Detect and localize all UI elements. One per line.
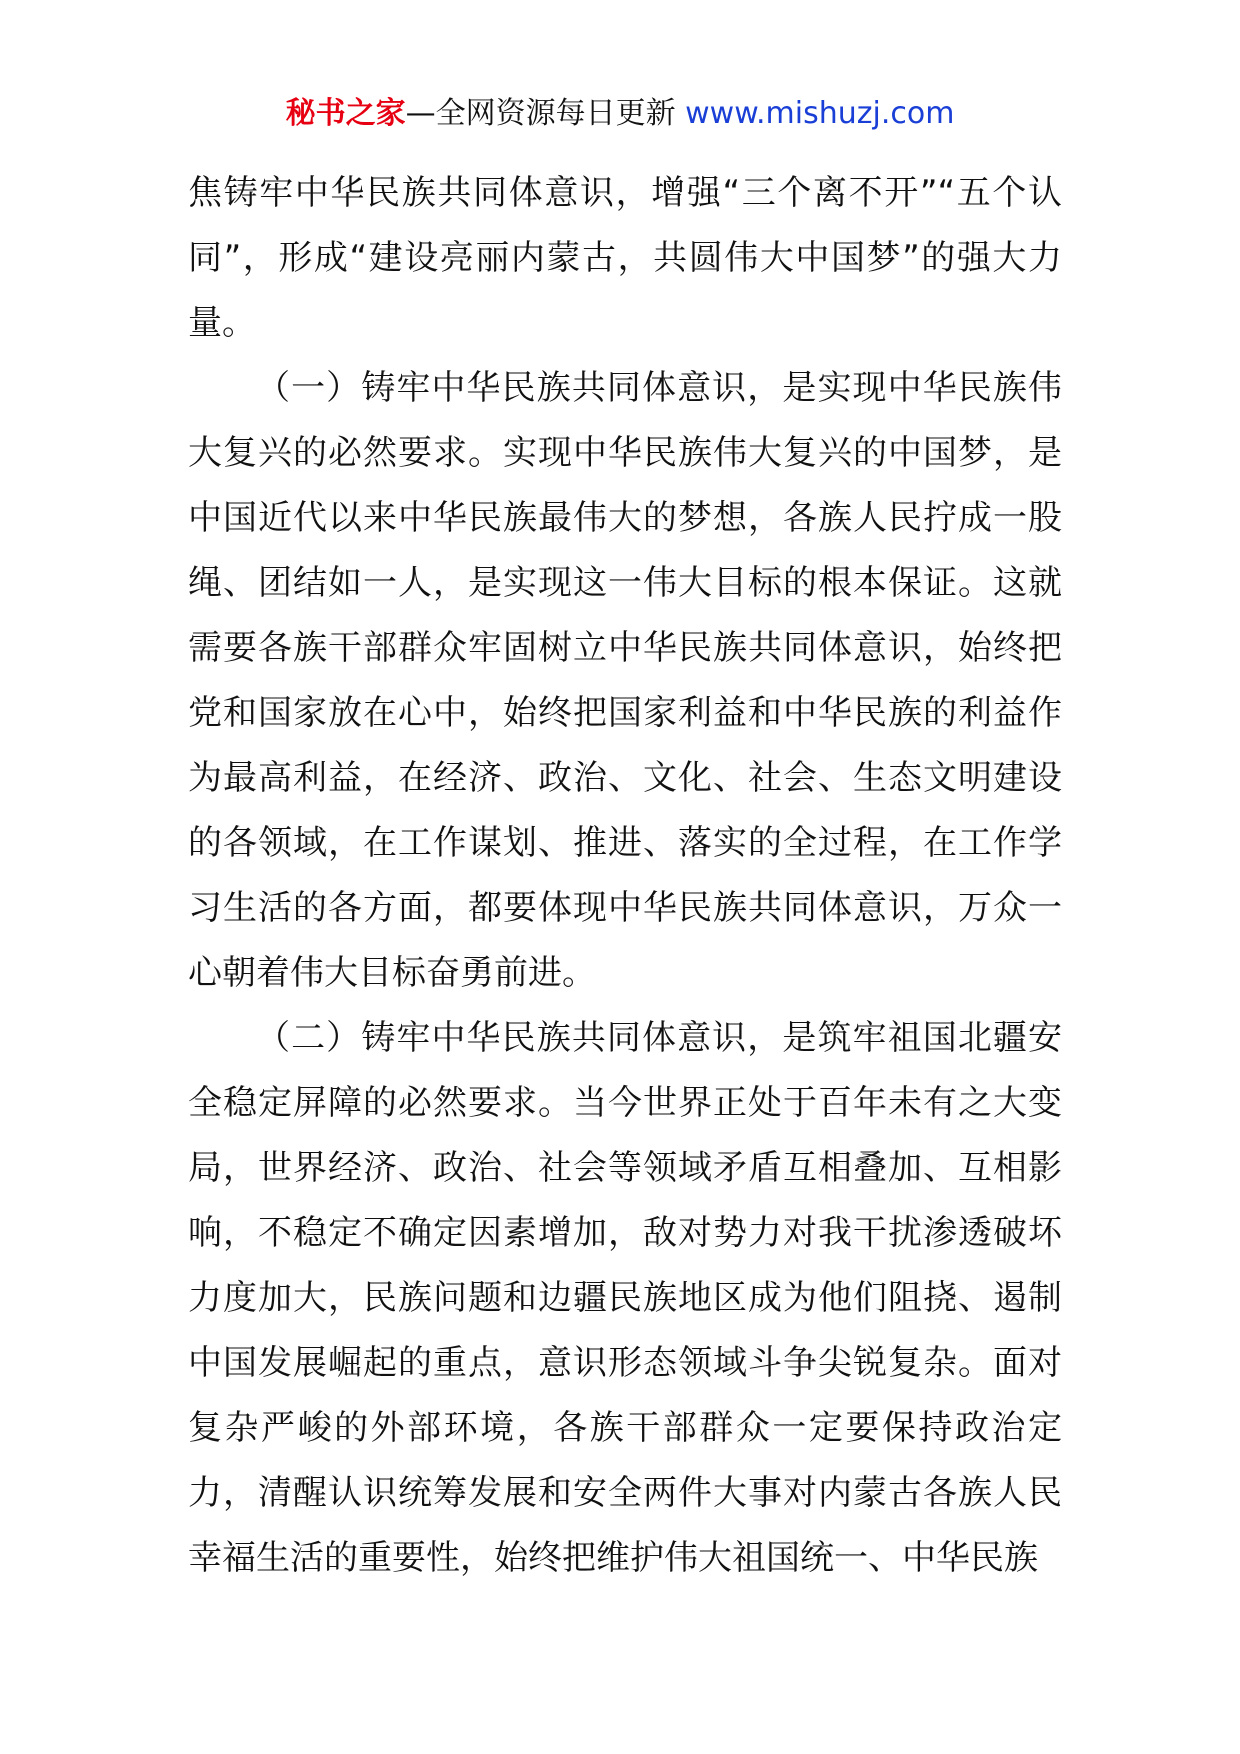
site-url-link[interactable]: www.mishuzj.com: [685, 96, 955, 131]
site-brand: 秘书之家: [285, 96, 406, 131]
paragraph-section-one: （一）铸牢中华民族共同体意识，是实现中华民族伟大复兴的必然要求。实现中华民族伟大复兴的中国梦，是中国近代以来中华民族最伟大的梦想，各族人民拧成一股绳、团结如一人，是实现这一伟大目标的根本保证。这就需要各族干部群众牢固树立中华民族共同体意识，始终把党和国家放在心中，始终把国家利益和中华民族的利益作为最高利益，在经济、政治、文化、社会、生态文明建设的各领域，在工作谋划、推进、落实的全过程，在工作学习生活的各方面，都要体现中华民族共同体意识，万众一心朝着伟大目标奋勇前进。: [188, 368, 1062, 993]
site-slogan: —全网资源每日更新: [405, 96, 676, 131]
document-body: [188, 161, 1062, 1591]
paragraph-section-two: （二）铸牢中华民族共同体意识，是筑牢祖国北疆安全稳定屏障的必然要求。当今世界正处于百年未有之大变局，世界经济、政治、社会等领域矛盾互相叠加、互相影响，不稳定不确定因素增加，敌对势力对我干扰渗透破坏力度加大，民族问题和边疆民族地区成为他们阻挠、遏制中国发展崛起的重点，意识形态领域斗争尖锐复杂。面对复杂严峻的外部环境，各族干部群众一定要保持政治定力，清醒认识统筹发展和安全两件大事对内蒙古各族人民幸福生活的重要性，始终把维护伟大祖国统一、中华民族: [188, 1018, 1062, 1578]
paragraph-continuation: 焦铸牢中华民族共同体意识，增强“三个离不开”“五个认同”，形成“建设亮丽内蒙古，共圆伟大中国梦”的强大力量。: [188, 173, 1062, 343]
site-header: [0, 94, 1240, 134]
